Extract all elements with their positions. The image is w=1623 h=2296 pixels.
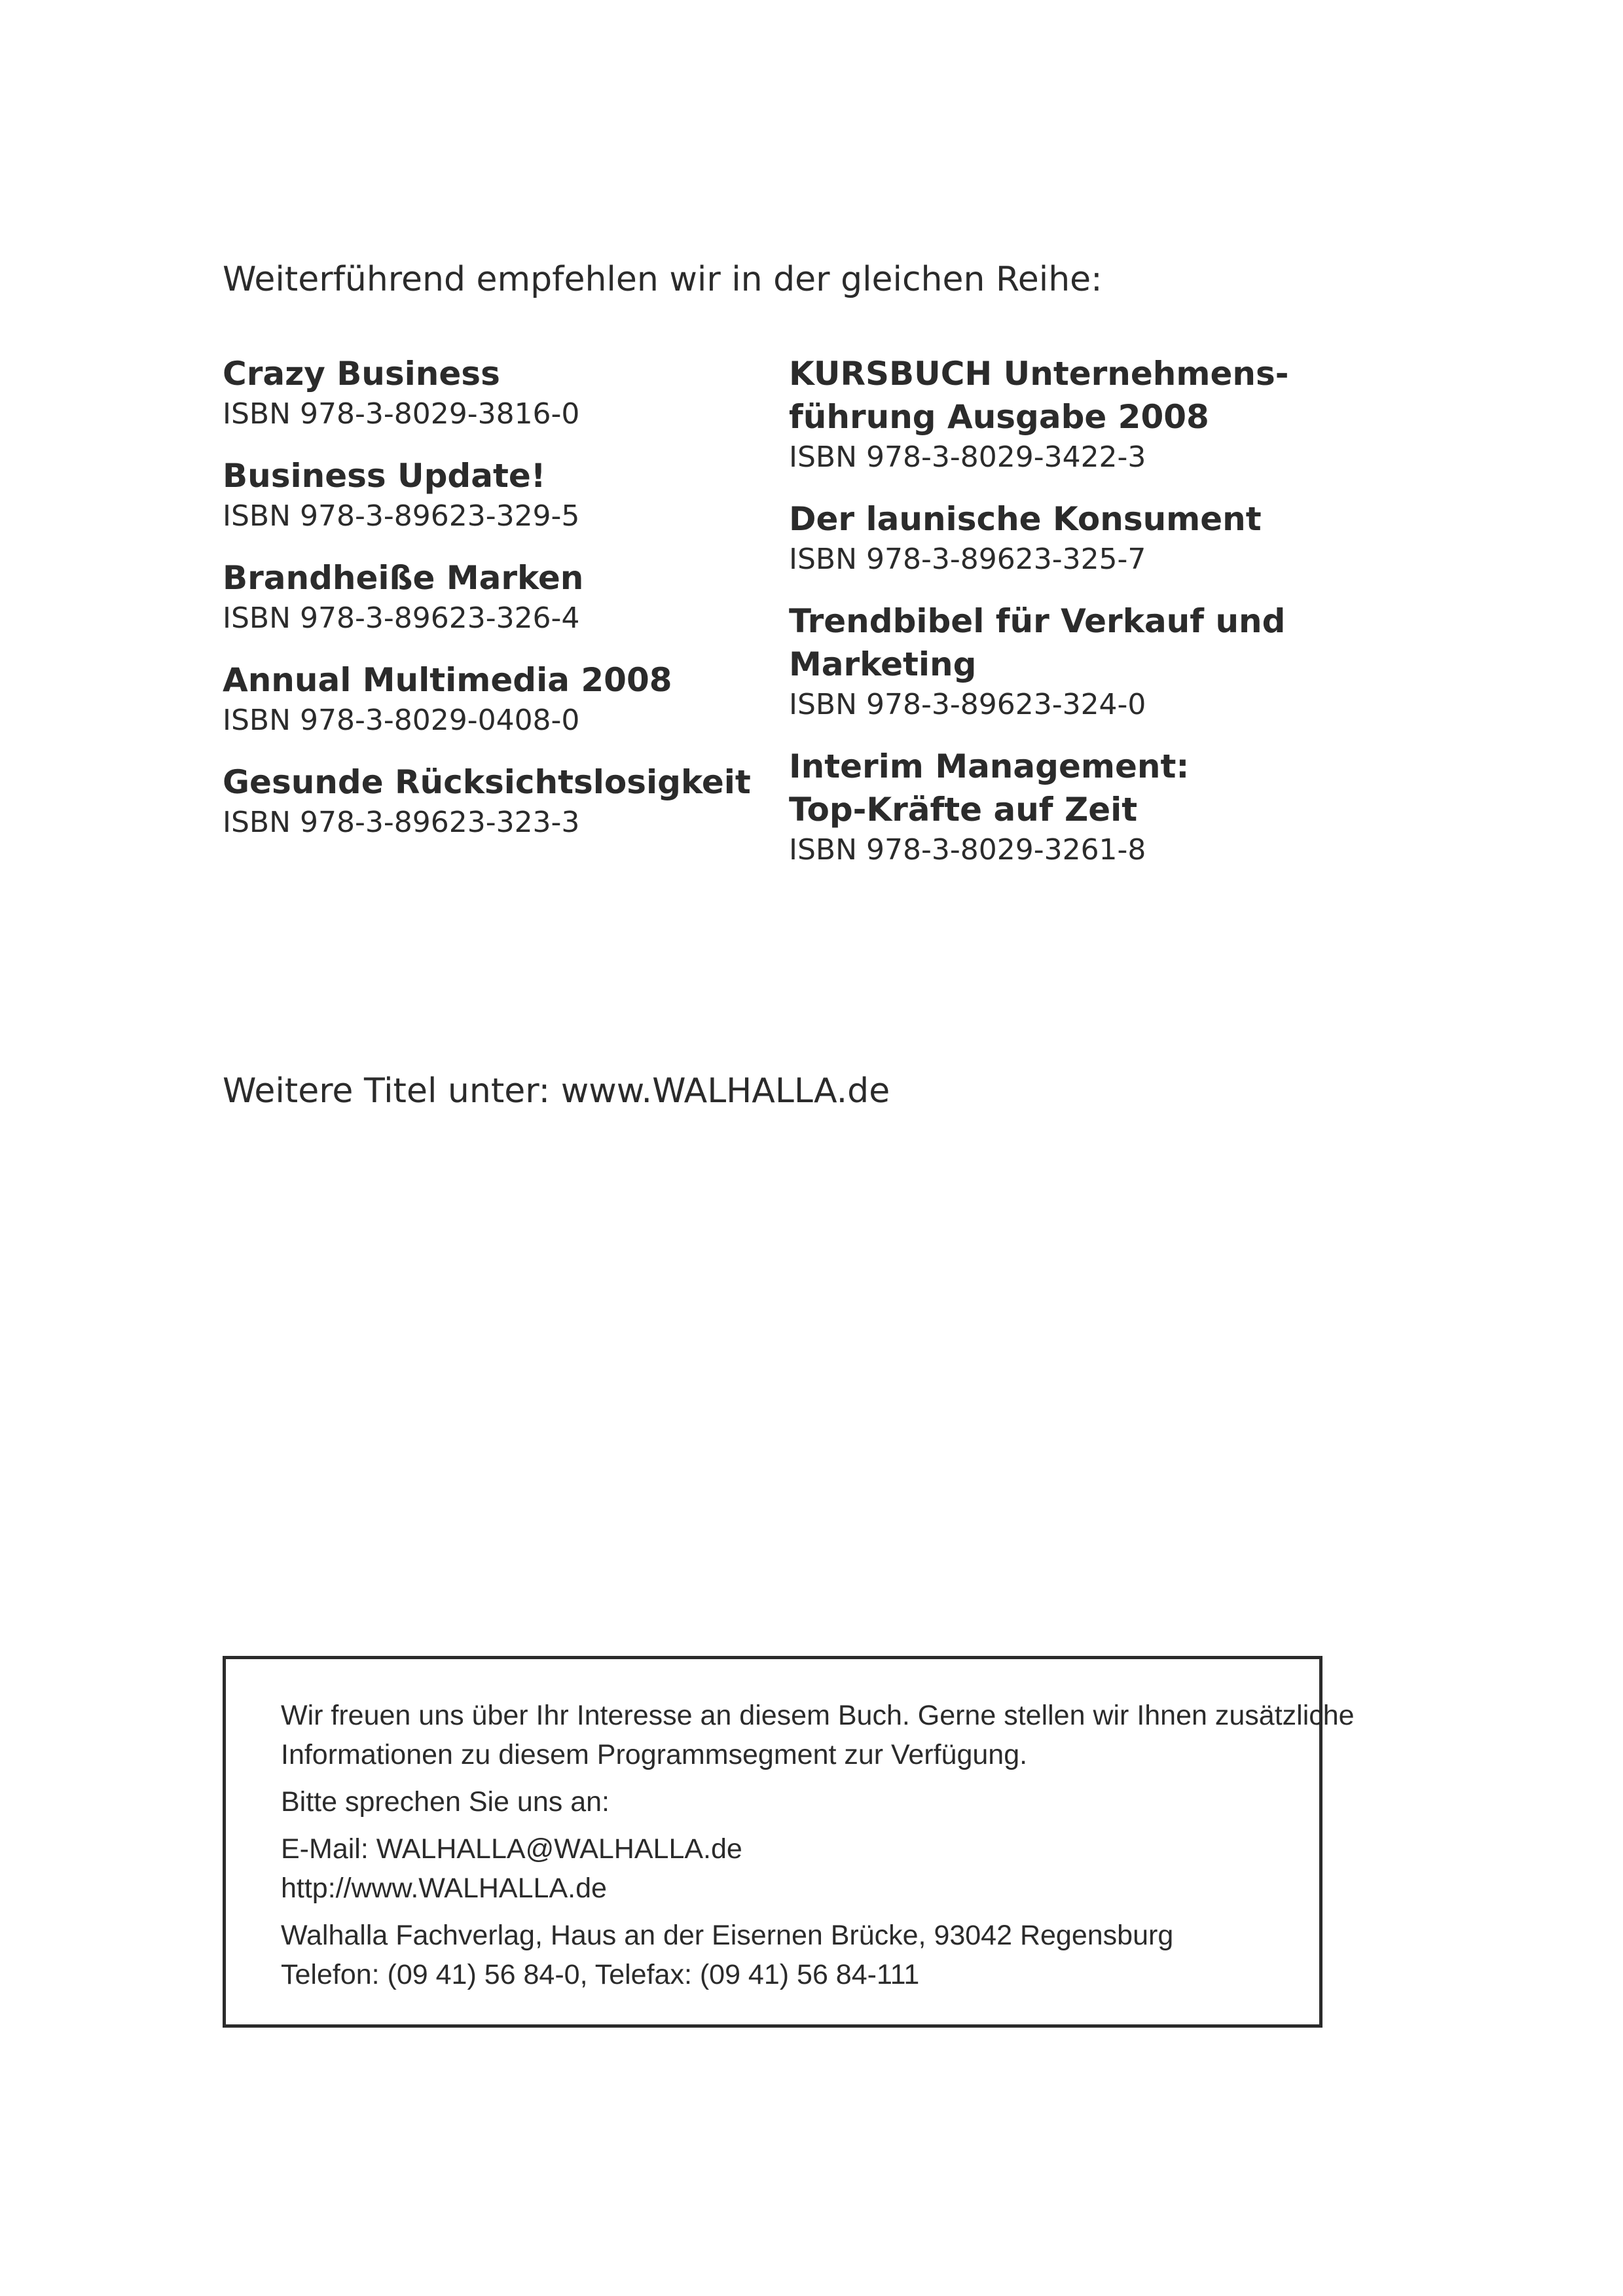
contact-phone: Telefon: (09 41) 56 84-0, Telefax: (09 41) 56 84-111 — [281, 1959, 920, 1990]
contact-channels — [281, 1829, 1267, 1908]
book-title: Annual Multimedia 2008 — [223, 661, 672, 699]
book-title: Business Update! — [223, 457, 546, 495]
book-isbn: ISBN 978-3-8029-3422-3 — [789, 440, 1146, 474]
book-title: Der launische Konsument — [789, 500, 1262, 538]
contact-address-block — [281, 1916, 1267, 1994]
book-entry — [789, 497, 1326, 579]
book-entry — [223, 658, 759, 740]
book-entry — [223, 556, 759, 637]
book-entry — [223, 454, 759, 535]
contact-address: Walhalla Fachverlag, Haus an der Eisernen Brücke, 93042 Regensburg — [281, 1920, 1174, 1951]
contact-box — [223, 1656, 1355, 2028]
book-entry — [223, 761, 759, 842]
recommendation-heading: Weiterführend empfehlen wir in der gleichen Reihe: — [223, 260, 1103, 299]
book-isbn: ISBN 978-3-8029-3816-0 — [223, 397, 580, 431]
book-isbn: ISBN 978-3-89623-329-5 — [223, 499, 580, 533]
contact-ask — [281, 1782, 1267, 1821]
book-entry — [223, 352, 759, 433]
book-isbn: ISBN 978-3-8029-0408-0 — [223, 704, 580, 737]
book-isbn: ISBN 978-3-89623-325-7 — [789, 543, 1146, 576]
book-title: Brandheiße Marken — [223, 559, 584, 597]
book-list-right — [789, 352, 1326, 890]
contact-intro — [281, 1696, 1355, 1774]
book-title: Trendbibel für Verkauf und Marketing — [789, 602, 1286, 683]
book-entry — [789, 352, 1326, 476]
contact-intro-line: Informationen zu diesem Programmsegment zur Verfügung. — [281, 1739, 1028, 1770]
book-title: Gesunde Rücksichtslosigkeit — [223, 763, 751, 801]
book-list-left — [223, 352, 759, 863]
book-title: Interim Management: Top-Kräfte auf Zeit — [789, 747, 1190, 829]
contact-intro-line: Wir freuen uns über Ihr Interesse an diesem Buch. Gerne stellen wir Ihnen zusätzliche — [281, 1700, 1355, 1731]
book-entry — [789, 745, 1326, 869]
book-entry — [789, 600, 1326, 724]
book-isbn: ISBN 978-3-89623-323-3 — [223, 806, 580, 839]
contact-email: E-Mail: WALHALLA@WALHALLA.de — [281, 1833, 742, 1865]
book-isbn: ISBN 978-3-89623-324-0 — [789, 688, 1146, 721]
more-titles-link-text: Weitere Titel unter: www.WALHALLA.de — [223, 1071, 890, 1111]
contact-website: http://www.WALHALLA.de — [281, 1873, 607, 1904]
contact-ask-text: Bitte sprechen Sie uns an: — [281, 1786, 610, 1818]
book-title: KURSBUCH Unternehmens- führung Ausgabe 2008 — [789, 355, 1289, 436]
book-isbn: ISBN 978-3-89623-326-4 — [223, 601, 580, 635]
book-isbn: ISBN 978-3-8029-3261-8 — [789, 833, 1146, 867]
book-title: Crazy Business — [223, 355, 500, 393]
